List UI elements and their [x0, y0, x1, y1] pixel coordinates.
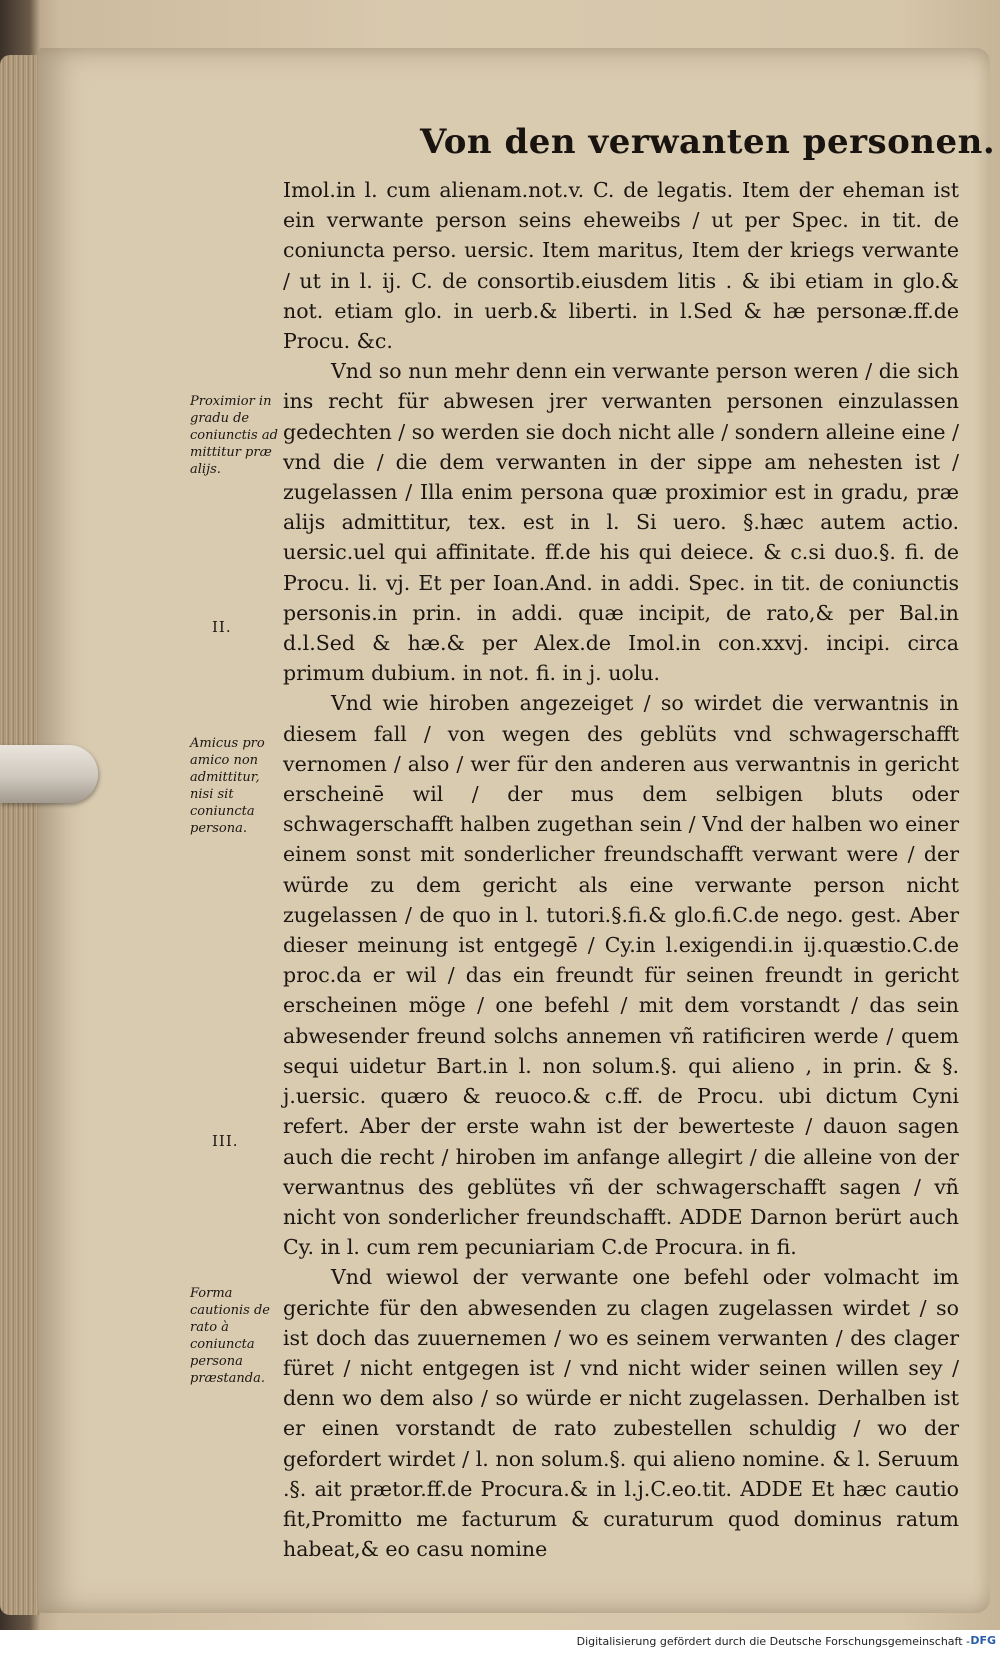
paragraph-4: Vnd wiewol der verwante one befehl oder volmacht im gerichte für den abwesenden zu clagen zugelassen wirdet / so ist doch das zuuernemen / wo es seinem verwanten / des clager füret / nicht entgegen ist / vnd nicht wider seinen willen sey / denn wo dem also / so würde er nicht zugelassen. Derhalben ist er einen vorstandt de rato zubestellen schuldig / wo der gefordert wirdet / l. non solum.§. qui alieno nomine. & l. Seruum .§. ait prætor.ff.de Procura.& in l.j.C.eo.tit. ADDE Et hæc cautio fit,Promitto me facturum & curaturum quod dominus ratum habeat,& eo casu nomine: [283, 1265, 959, 1562]
section-number-2: II.: [212, 618, 232, 636]
margin-note-proximior: Proximior in gradu de coniunctis ad mittitur præ alijs.: [190, 394, 278, 477]
section-number-3: III.: [212, 1132, 239, 1150]
dfg-logo: DFG: [970, 1634, 996, 1647]
page-edges: [0, 55, 40, 1615]
main-text: [283, 175, 959, 1564]
running-header: Von den verwanten personen.: [420, 122, 996, 162]
margin-note-forma: Forma cautionis de rato à coniuncta persona præstanda.: [190, 1286, 270, 1386]
paragraph-3: Vnd wie hiroben angezeiget / so wirdet die verwantnis in diesem fall / von wegen des geblüts vnd schwagerschafft vernomen / also / wer für den anderen aus verwantnis in gericht erscheinē wil / der mus dem selbigen bluts oder schwagerschafft halben zugethan sein / Vnd der halben wo einer einem sonst mit sonderlicher freundschafft verwant were / der würde zu dem gericht als eine verwante person nicht zugelassen / de quo in l. tutori.§.fi.& glo.fi.C.de nego. gest. Aber dieser meinung ist entgegē / Cy.in l.exigendi.in ij.quæstio.C.de proc.da er wil / das ein freundt für seinen freundt in gericht erscheinen möge / one befehl / mit dem vorstandt / das sein abwesender freund solchs annemen vñ ratificiren werde / quem sequi uidetur Bart.in l. non solum.§. qui alieno , in prin. & §. j.uersic. quæro & reuoco.& c.ff. de Procu. ubi dictum Cyni refert. Aber der erste wahn ist der bewerteste / dauon sagen auch die recht / hiroben im anfange allegirt / die alleine von der verwantnus des geblütes vñ der schwagerschafft sagen / vñ nicht von sonderlicher freundschafft. ADDE Darnon berürt auch Cy. in l. cum rem pecuniariam C.de Procura. in fi.: [283, 691, 959, 1260]
bookmark-strip: [0, 745, 98, 803]
footer-bar: [0, 1630, 1000, 1656]
paragraph-2: Vnd so nun mehr denn ein verwante person weren / die sich ins recht für abwesen jrer verwanten personen einzulassen gedechten / so werden sie doch nicht alle / sondern alleine eine / vnd die / die dem verwanten in der sippe am nehesten ist / zugelassen / Illa enim persona quæ proximior est in gradu, præ alijs admittitur, tex. est in l. Si uero. §.hæc autem actio. uersic.uel qui affinitate. ff.de his qui deiece. & c.si duo.§. fi. de Procu. li. vj. Et per Ioan.And. in addi. Spec. in tit. de coniunctis personis.in prin. in addi. quæ incipit, de rato,& per Bal.in d.l.Sed & hæ.& per Alex.de Imol.in con.xxvj. incipi. circa primum dubium. in not. fi. in j. uolu.: [283, 359, 959, 686]
margin-note-amicus: Amicus pro amico non admittitur, nisi sit coniuncta persona.: [190, 736, 265, 836]
funding-credit: Digitalisierung gefördert durch die Deutsche Forschungsgemeinschaft -: [576, 1635, 970, 1648]
paragraph-1: Imol.in l. cum alienam.not.v. C. de legatis. Item der eheman ist ein verwante person seins eheweibs / ut per Spec. in tit. de coniuncta perso. uersic. Item maritus, Item der kriegs verwante / ut in l. ij. C. de consortib.eiusdem litis . & ibi etiam in glo.& not. etiam glo. in uerb.& liberti. in l.Sed & hæ personæ.ff.de Procu. &c.: [283, 178, 959, 354]
